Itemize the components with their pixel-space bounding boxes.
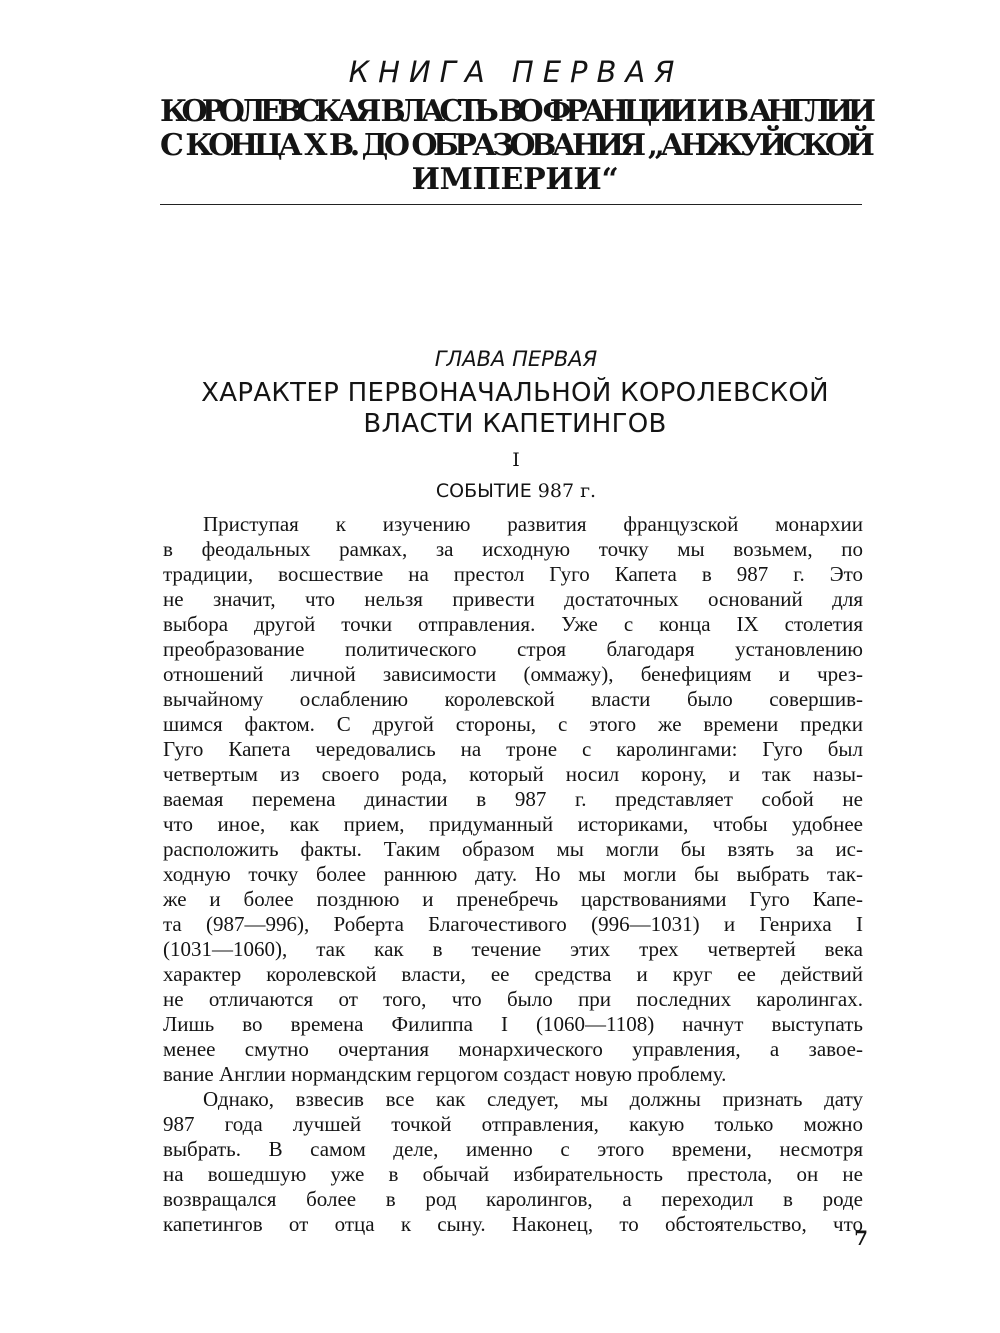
chapter-title-line: ВЛАСТИ КАПЕТИНГОВ [363, 409, 667, 439]
text-line: на вошедшую уже в обычай избирательность престола, он не [163, 1162, 863, 1186]
text-line: четвертым из своего рода, который носил корону, и так назы- [163, 762, 863, 786]
text-line: капетингов от отца к сыну. Наконец, то обстоятельство, что [163, 1212, 863, 1236]
page-number: 7 [854, 1226, 868, 1250]
text-line: не значит, что нельзя привести достаточных оснований для [163, 587, 863, 611]
text-line: не отличаются от того, что было при последних каролингах. [163, 987, 863, 1011]
book-title-line: С КОНЦА X В. ДО ОБРАЗОВАНИЯ „АНЖУЙСКОЙ [160, 128, 871, 163]
text-line: менее смутно очертания монархического управления, а завое- [163, 1037, 863, 1061]
text-line: выбора другой точки отправления. Уже с конца IX столетия [163, 612, 863, 636]
chapter-label: ГЛАВА ПЕРВАЯ [434, 347, 598, 371]
section-number: I [512, 449, 520, 471]
text-line: та (987—996), Роберта Благочестивого (996—1031) и Генриха I [163, 912, 863, 936]
text-line: (1031—1060), так как в течение этих трех четвертей века [163, 937, 863, 961]
text-line: Гуго Капета чередовались на троне с каролингами: Гуго был [163, 737, 863, 761]
text-line: расположить факты. Таким образом мы могли бы взять за ис- [163, 837, 863, 861]
text-line: Лишь во времена Филиппа I (1060—1108) начнут выступать [163, 1012, 863, 1036]
text-line: что иное, как прием, придуманный историками, чтобы удобнее [163, 812, 863, 836]
text-line: ваемая перемена династии в 987 г. представляет собой не [163, 787, 863, 811]
section-title-word: СОБЫТИЕ [435, 480, 532, 502]
text-line: вание Англии нормандским герцогом создаст новую проблему. [163, 1062, 727, 1086]
book-title [160, 95, 870, 197]
chapter-title-line: ХАРАКТЕР ПЕРВОНАЧАЛЬНОЙ КОРОЛЕВСКОЙ [201, 378, 829, 408]
text-line: характер королевской власти, ее средства и круг ее действий [163, 962, 863, 986]
book-label: КНИГА ПЕРВАЯ [348, 55, 684, 89]
book-title-line: КОРОЛЕВСКАЯ ВЛАСТЬ ВО ФРАНЦИИ И В АНГЛИИ [160, 94, 871, 129]
text-line: возвращался более в род каролингов, а переходил в роде [163, 1187, 863, 1211]
text-line: вычайному ослаблению королевской власти было совершив- [163, 687, 863, 711]
text-line: 987 года лучшей точкой отправления, какую только можно [163, 1112, 863, 1136]
text-line: традиции, восшествие на престол Гуго Капета в 987 г. Это [163, 562, 863, 586]
chapter-title [150, 378, 880, 440]
text-line: преобразование политического строя благодаря установлению [163, 637, 863, 661]
section-title-year: 987 г. [537, 480, 597, 502]
text-line: же и более позднюю и пренебречь царствованиями Гуго Капе- [163, 887, 863, 911]
text-line: Однако, взвесив все как следует, мы должны признать дату [203, 1087, 863, 1111]
text-line: Приступая к изучению развития французской монархии [203, 512, 863, 536]
text-line: ходную точку более раннюю дату. Но мы могли бы выбрать так- [163, 862, 863, 886]
section-title [300, 477, 732, 505]
text-line: в феодальных рамках, за исходную точку мы возьмем, по [163, 537, 863, 561]
text-line: выбрать. В самом деле, именно с этого времени, несмотря [163, 1137, 863, 1161]
book-title-line: ИМПЕРИИ“ [411, 162, 619, 197]
title-divider [160, 204, 862, 205]
text-line: шимся фактом. С другой стороны, с этого же времени предки [163, 712, 863, 736]
body-text [163, 512, 863, 1237]
text-line: отношений личной зависимости (оммажу), бенефициям и чрез- [163, 662, 863, 686]
